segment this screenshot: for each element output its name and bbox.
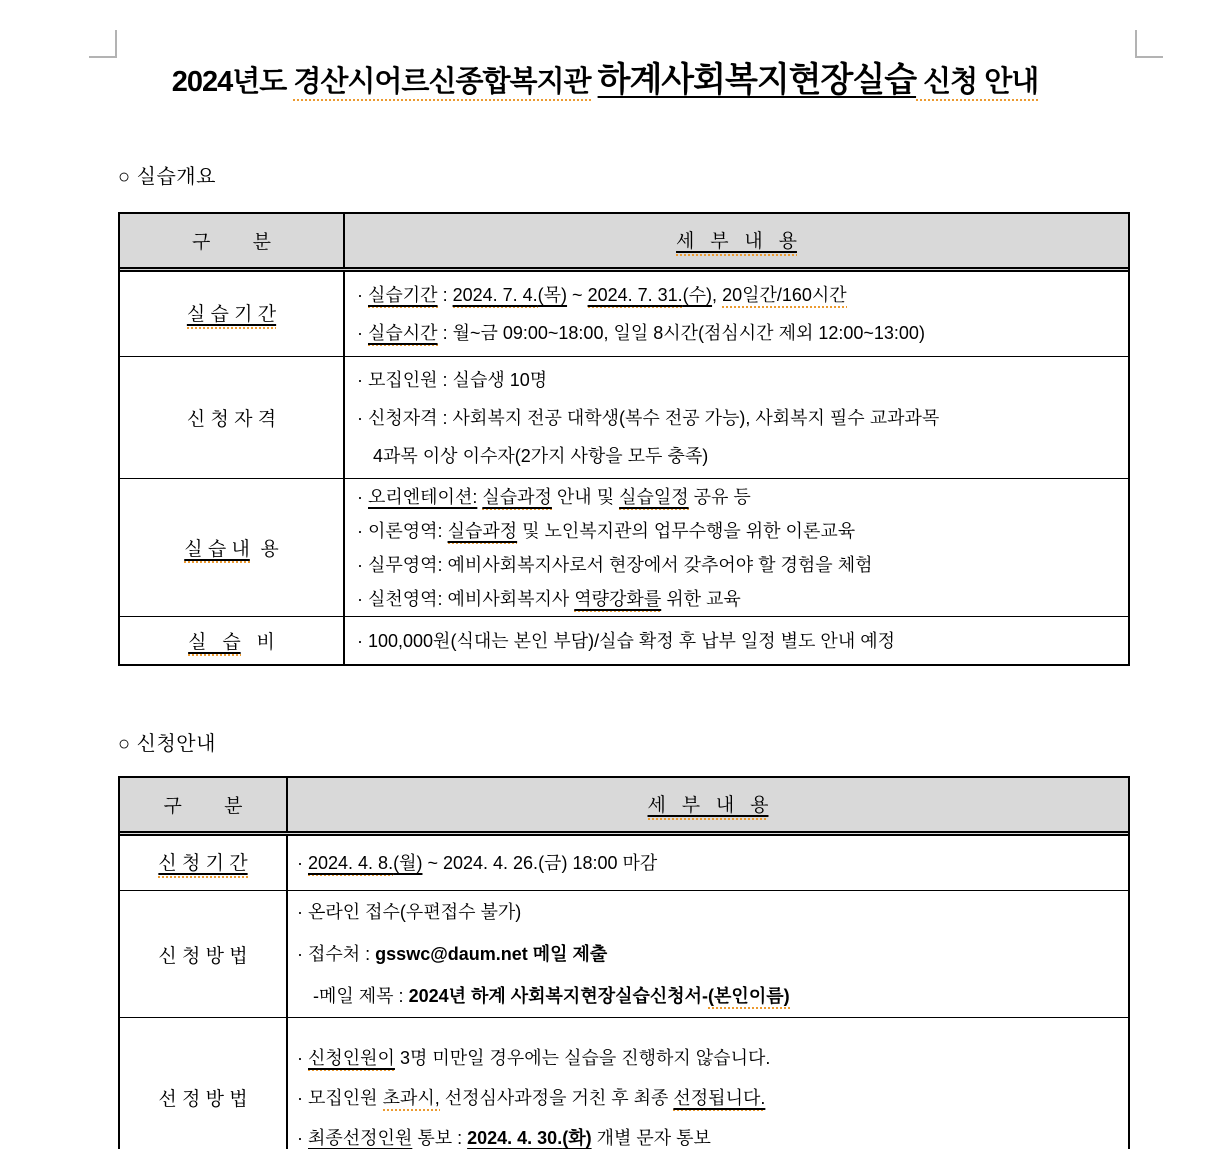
text-segment: · 이론영역: [357,520,448,541]
detail-line [297,1118,1128,1149]
text-segment: 용 [249,539,279,560]
text-segment: (목) [537,285,568,305]
detail-line [357,399,1128,437]
header-cell-detail [345,214,1128,267]
text-segment: -메일 제목 : [313,986,409,1006]
text-segment: (화) [562,1127,592,1148]
text-segment: ~ [567,285,588,305]
detail-line [357,480,1128,514]
text-segment: 선정됩니다. [673,1088,765,1111]
row-detail-cell [288,1018,1128,1149]
row-label-cell [120,479,345,616]
detail-line [357,582,1128,616]
text-segment: 2024. 7. 4. [453,285,538,308]
table-row-qualification [120,356,1128,478]
table-row-practice-content [120,478,1128,616]
text-segment: : 월~금 09:00~18:00, 일일 8시간(점심시간 제외 12:00~13:00) [437,323,925,343]
detail-line [297,1038,1128,1078]
text-segment: · 온라인 접수(우편접수 불가) [297,902,522,922]
text-segment: 실습기간 [368,285,438,308]
text-segment: 위한 교육 [661,588,741,609]
text-segment: 신청인원이 [308,1048,395,1071]
text-segment: 2024. 4. 8. [308,853,393,876]
text-segment: 공유 등 [688,486,751,507]
detail-line [297,975,1128,1017]
row-detail-cell [288,891,1128,1017]
row-label-practice-content: 실 습 내 [184,539,250,563]
title-year: 2024년도 [171,66,294,98]
row-detail-cell [288,836,1128,890]
detail-line [357,548,1128,582]
application-table-header-row [120,778,1128,836]
row-label-cell [120,272,345,356]
row-label-cell [120,836,288,890]
text-segment: 비 [240,632,275,653]
table-row-application-method [120,890,1128,1017]
row-label-practice-period: 실 습 기 간 [187,299,276,329]
text-segment: · [357,407,368,428]
text-segment: 3명 미만일 경우에는 실습을 진행하지 않습니다. [394,1047,771,1068]
row-label-cell [120,357,345,478]
detail-line [357,314,1128,352]
row-label-application-method: 신 청 방 법 [158,945,248,967]
row-label-qualification: 신 청 자 격 [186,409,277,430]
text-segment: , [712,285,723,305]
table-row-selection-method [120,1017,1128,1149]
title-program: 하계사회복지현장실습 [597,61,917,99]
text-segment: 안내 및 [551,486,620,507]
row-label-cell [120,891,288,1017]
overview-table-header-row [120,214,1128,272]
detail-line [357,361,1128,399]
text-segment: · 100,000원(식대는 본인 부담)/실습 확정 후 납부 일정 별도 안내 예정 [357,630,895,651]
detail-line [357,514,1128,548]
text-segment: 개별 문자 통보 [591,1127,711,1148]
text-segment: · [357,285,368,305]
text-segment: · 실무영역: 예비사회복지사로서 현장에서 갖추어야 할 경험을 체험 [357,554,873,575]
title-space [591,66,598,98]
text-segment: 및 노인복지관의 업무수행을 위한 이론교육 [517,520,856,541]
title-organization: 경산시어르신종합복지관 [293,66,590,101]
text-segment: (본인이름) [708,986,790,1009]
text-segment: · 접수처 : [297,944,376,964]
text-segment: (월) [393,853,423,873]
text-segment: 4과목 이상 이수자(2가지 사항을 모두 충족) [373,445,709,466]
text-segment: 오리엔테이션: [368,486,478,507]
text-segment: · [357,323,368,343]
header-category-label: 구 분 [163,796,243,817]
text-segment: 초과시, [383,1088,440,1111]
text-segment: 실습일정 [619,487,689,510]
text-segment: · 모집인원 [297,1087,383,1108]
text-segment: 2024. 7. 31. [588,285,683,308]
text-segment: 2024. 4. 30. [467,1128,562,1149]
text-segment: 최종선정인원 [308,1128,412,1149]
detail-line [297,891,1128,933]
table-row-practice-period [120,272,1128,356]
text-segment: · [297,1127,308,1148]
text-segment: 선정심사과정을 거친 후 최종 [439,1087,674,1108]
text-segment: · [357,486,368,507]
text-segment: 역량강화를 [574,589,661,612]
row-label-cell [120,617,345,664]
text-segment: (수) [682,285,713,305]
row-label-selection-method: 선 정 방 법 [158,1089,248,1110]
text-segment: 20일간/160시간 [722,285,847,308]
application-section-heading: ○ 신청안내 [118,733,216,755]
document-title [0,52,1210,101]
text-segment: · [297,1047,308,1068]
text-segment: · [297,853,308,873]
row-detail-cell [345,357,1128,478]
text-segment: 2024년 하계 사회복지현장실습신청서- [408,986,709,1006]
overview-table [118,212,1130,666]
header-cell-detail [288,778,1128,831]
header-detail-label: 세 부 내 용 [676,226,797,256]
text-segment: 통보 : [412,1127,468,1148]
row-label-application-period: 신 청 기 간 [158,848,247,878]
detail-line [357,276,1128,314]
text-segment: · 실천영역: 예비사회복지사 [357,588,575,609]
application-table [118,776,1130,1149]
header-cell-category [120,214,345,267]
row-detail-cell [345,479,1128,616]
row-detail-cell [345,272,1128,356]
detail-line [357,437,1128,475]
text-segment: ~ 2024. 4. 26.(금) 18:00 마감 [422,853,658,873]
row-detail-cell [345,617,1128,664]
detail-line [297,933,1128,975]
text-segment: 신청자격 : 사회복지 전공 대학생(복수 전공 가능), 사회복지 필수 교과과목 [368,407,940,428]
text-segment: 실습과정 [448,521,518,544]
row-label-cell [120,1018,288,1149]
table-row-application-period [120,836,1128,890]
header-cell-category [120,778,288,831]
text-segment: 실습과정 [482,487,552,510]
text-segment: : [437,285,453,305]
text-segment: · [357,369,368,390]
email-address-text: gsswc@daum.net 메일 제출 [375,944,608,964]
overview-section-heading: ○ 실습개요 [118,166,216,188]
detail-line [357,622,1128,660]
detail-line [297,844,1128,882]
detail-line [297,1078,1128,1118]
text-segment: 실습시간 [368,323,438,346]
row-label-practice-fee: 실 습 [188,632,241,656]
header-detail-label: 세 부 내 용 [648,790,769,820]
title-suffix: 신청 안내 [916,66,1038,101]
table-row-practice-fee [120,616,1128,664]
header-category-label: 구 분 [192,232,271,253]
text-segment: 모집인원 : 실습생 10명 [368,369,548,390]
